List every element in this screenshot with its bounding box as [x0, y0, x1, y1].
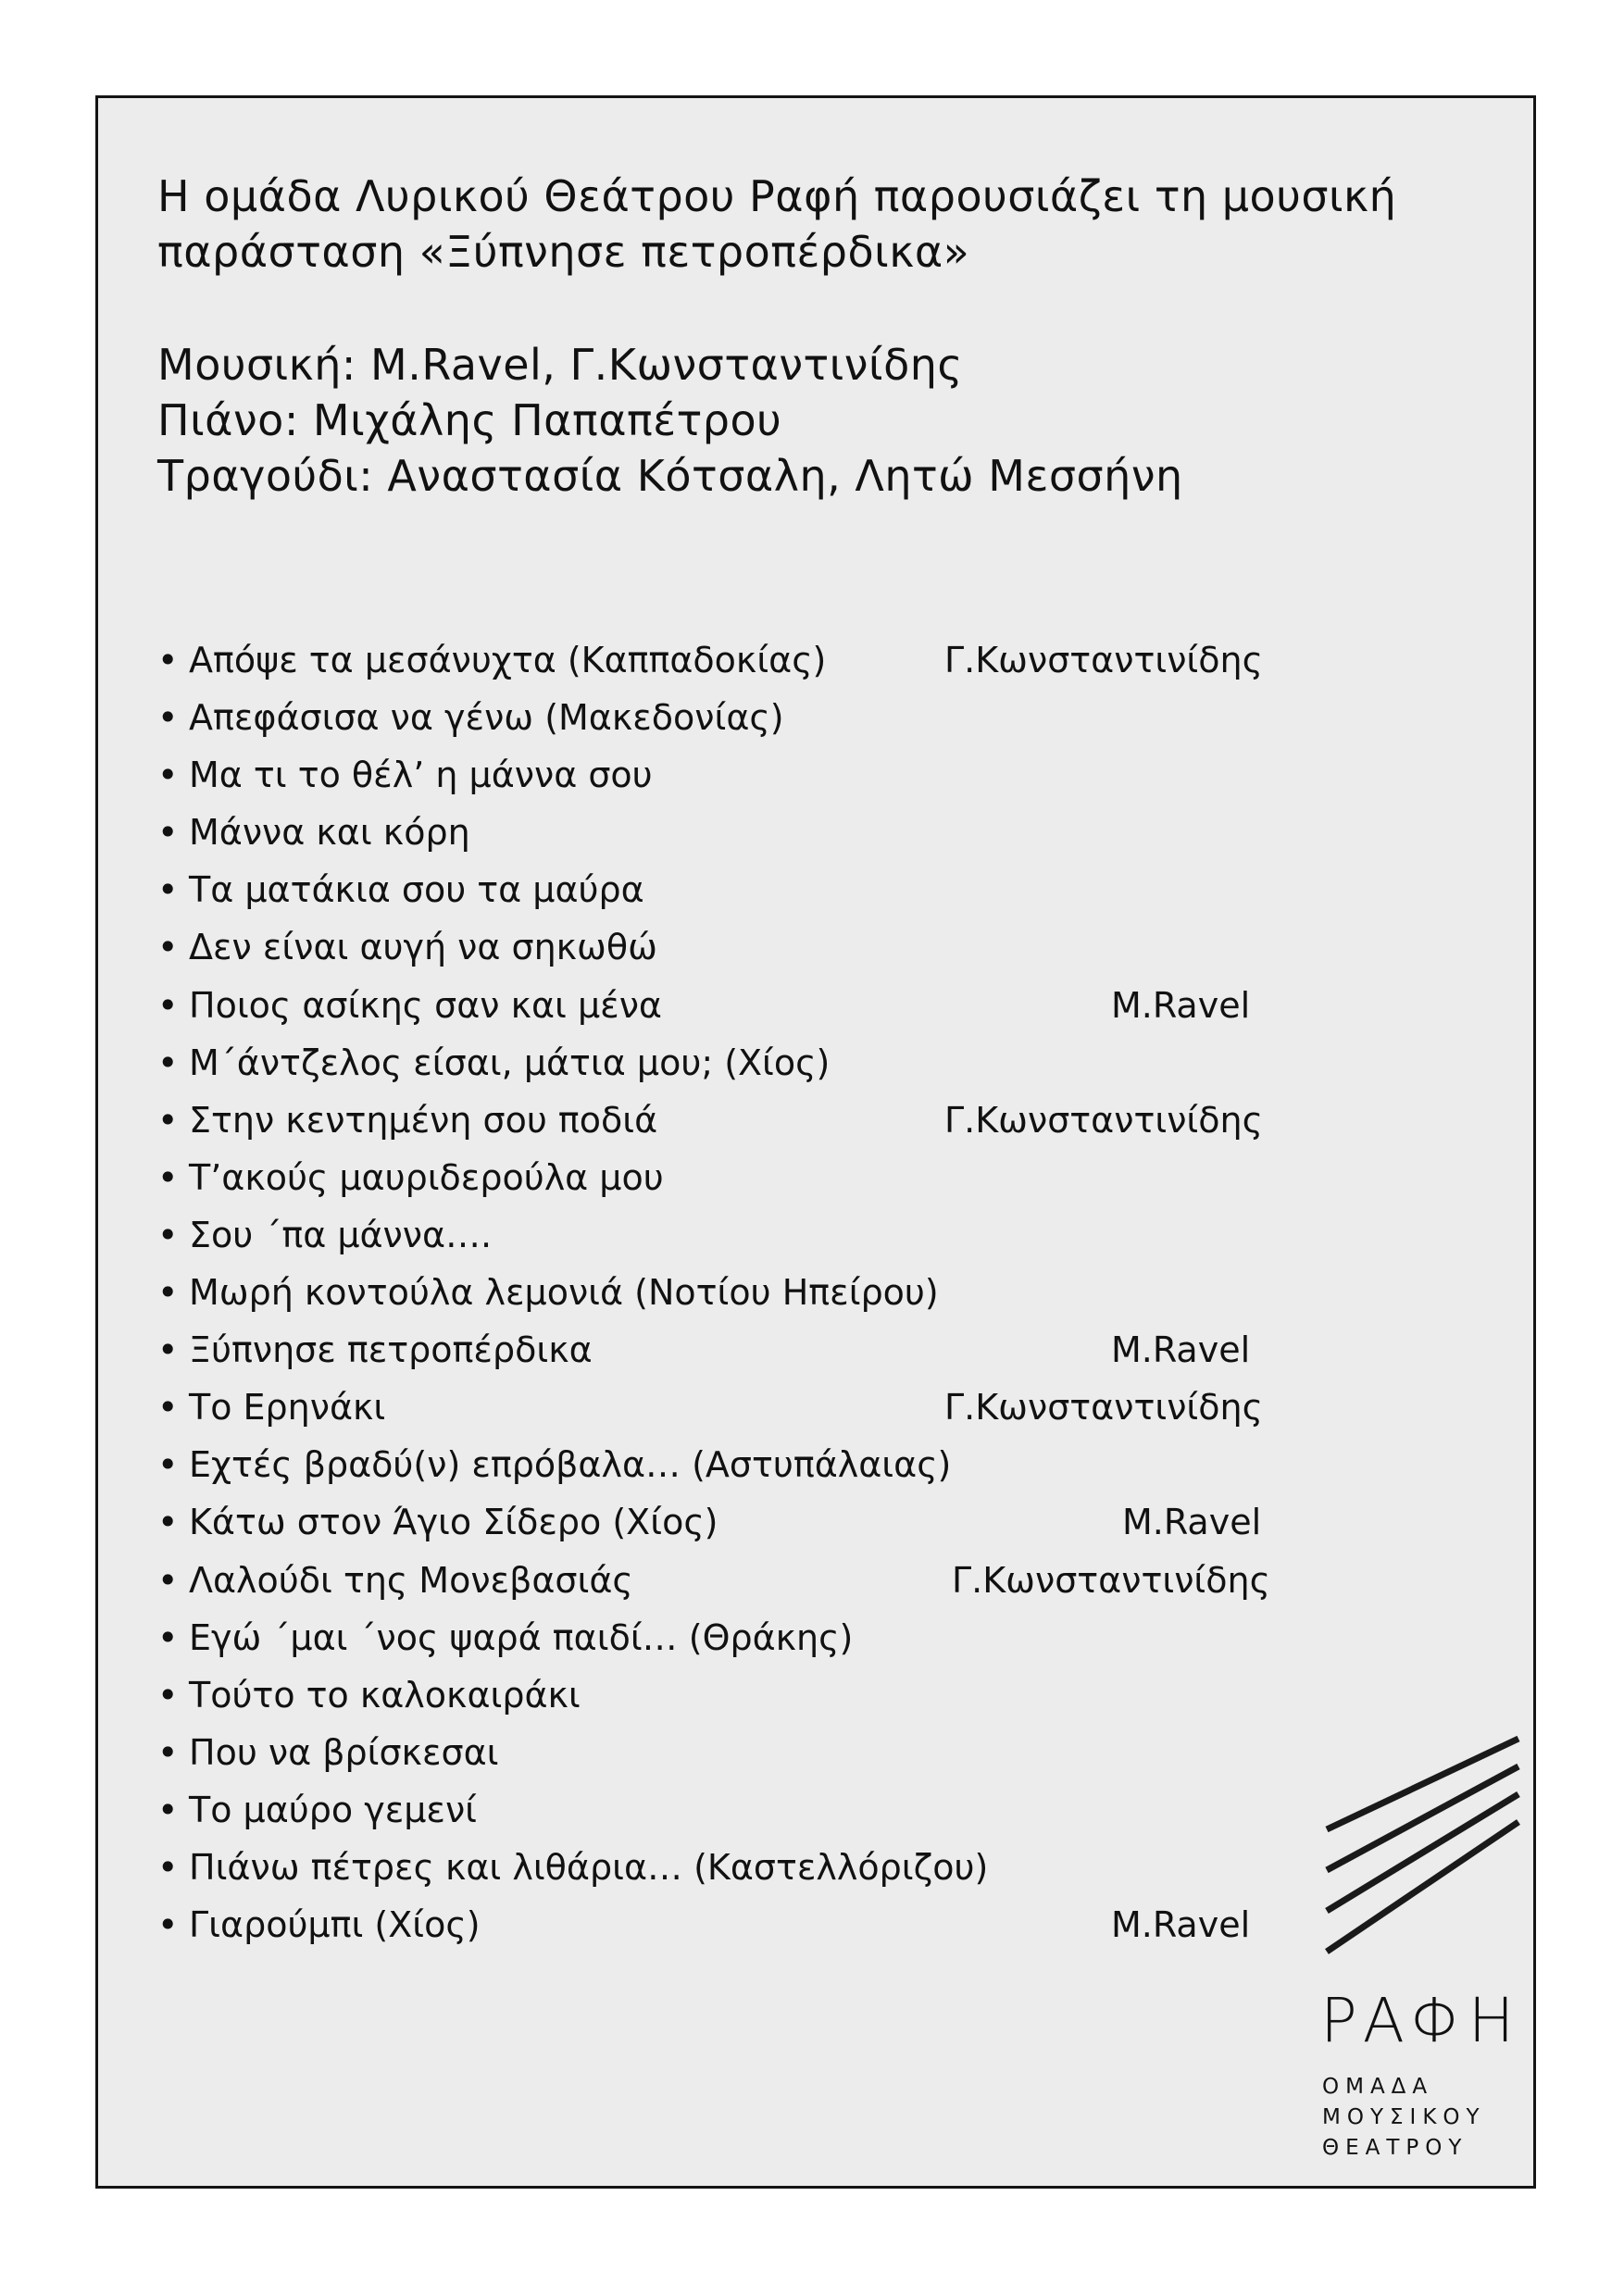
song-title: Που να βρίσκεσαι: [189, 1731, 499, 1773]
song-title: Εχτές βραδύ(ν) επρόβαλα… (Αστυπάλαιας): [189, 1444, 952, 1486]
bullet: •: [157, 927, 179, 968]
song-title: Μωρή κοντούλα λεμονιά (Νοτίου Ηπείρου): [189, 1272, 939, 1314]
program-item: [157, 1436, 1407, 1493]
program-item: [157, 1666, 1407, 1724]
song-title: Ποιος ασίκης σαν και μένα: [189, 984, 662, 1026]
program-list: [157, 631, 1407, 1953]
program-item: [157, 689, 1407, 746]
bullet: •: [157, 1502, 179, 1543]
bullet: •: [157, 1731, 179, 1773]
song-title: Απόψε τα μεσάνυχτα (Καππαδοκίας): [189, 640, 827, 680]
program-item: [157, 1552, 1407, 1609]
bullet: •: [157, 640, 179, 680]
bullet: •: [157, 697, 179, 739]
program-item: [157, 1379, 1407, 1436]
song-title: Μάννα και κόρη: [189, 812, 470, 854]
intro-text: Η ομάδα Λυρικού Θεάτρου Ραφή παρουσιάζει τη μουσική παράσταση «Ξύπνησε πετροπέρδικα»: [157, 171, 1397, 277]
program-item: [157, 1839, 1407, 1896]
song-composer: M.Ravel: [1111, 1904, 1251, 1946]
song-composer: Γ.Κωνσταντινίδης: [944, 1387, 1263, 1429]
song-title: Δεν είναι αυγή να σηκωθώ: [189, 927, 657, 968]
song-title: Σου ΄πα μάννα….: [189, 1214, 493, 1255]
song-title: Μα τι το θέλ’ η μάννα σου: [189, 755, 653, 796]
song-composer: M.Ravel: [1122, 1502, 1262, 1543]
credit-music: Μουσική: M.Ravel, Γ.Κωνσταντινίδης: [157, 340, 963, 390]
bullet: •: [157, 1904, 179, 1946]
bullet: •: [157, 984, 179, 1026]
program-item: [157, 1896, 1407, 1953]
bullet: •: [157, 1674, 179, 1716]
song-title: Τούτο το καλοκαιράκι: [189, 1674, 581, 1716]
diagonal-stripes-icon: [1320, 1728, 1524, 1978]
credits-block: [157, 337, 1183, 504]
bullet: •: [157, 755, 179, 796]
program-item: [157, 746, 1407, 804]
rafi-logo: [1320, 1728, 1524, 2160]
bullet: •: [157, 812, 179, 854]
song-title: Πιάνω πέτρες και λιθάρια… (Καστελλόριζου): [189, 1846, 989, 1888]
song-composer: Γ.Κωνσταντινίδης: [944, 640, 1263, 680]
song-title: Απεφάσισα να γένω (Μακεδονίας): [189, 697, 784, 739]
program-item: [157, 1034, 1407, 1092]
bullet: •: [157, 1272, 179, 1314]
program-item: [157, 1264, 1407, 1321]
song-title: Τ’ακούς μαυριδερούλα μου: [189, 1156, 664, 1198]
bullet: •: [157, 1789, 179, 1830]
bullet: •: [157, 1099, 179, 1141]
program-item: [157, 1092, 1407, 1149]
bullet: •: [157, 1846, 179, 1888]
flyer-panel: [95, 95, 1536, 2189]
bullet: •: [157, 1042, 179, 1083]
song-title: Γιαρούμπι (Χίος): [189, 1904, 481, 1946]
bullet: •: [157, 1444, 179, 1486]
program-item: [157, 631, 1407, 689]
logo-wordmark: ΡΑΦΗ: [1320, 1985, 1520, 2056]
song-title: Τα ματάκια σου τα μαύρα: [189, 869, 644, 911]
bullet: •: [157, 1329, 179, 1371]
bullet: •: [157, 869, 179, 911]
bullet: •: [157, 1156, 179, 1198]
program-item: [157, 1781, 1407, 1839]
song-composer: M.Ravel: [1111, 1329, 1251, 1371]
song-title: Το μαύρο γεμενί: [189, 1789, 478, 1830]
song-composer: Γ.Κωνσταντινίδης: [944, 1099, 1263, 1141]
song-composer: M.Ravel: [1111, 984, 1251, 1026]
song-title: Το Ερηνάκι: [189, 1387, 386, 1429]
program-item: [157, 1321, 1407, 1379]
program-item: [157, 1206, 1407, 1264]
logo-subtitle: [1322, 2072, 1486, 2164]
song-title: Κάτω στον Άγιο Σίδερο (Χίος): [189, 1502, 718, 1543]
program-item: [157, 1609, 1407, 1666]
bullet: •: [157, 1559, 179, 1601]
program-item: [157, 1493, 1407, 1551]
program-item: [157, 1724, 1407, 1781]
song-composer: Γ.Κωνσταντινίδης: [952, 1559, 1270, 1601]
song-title: Εγώ ΄μαι ΄νος ψαρά παιδί… (Θράκης): [189, 1616, 854, 1658]
logo-subtitle-line: ΘΕΑΤΡΟΥ: [1322, 2136, 1468, 2160]
logo-subtitle-line: ΜΟΥΣΙΚΟΥ: [1322, 2105, 1486, 2129]
program-item: [157, 918, 1407, 976]
song-title: Στην κεντημένη σου ποδιά: [189, 1099, 658, 1141]
program-item: [157, 1149, 1407, 1206]
program-item: [157, 861, 1407, 918]
bullet: •: [157, 1616, 179, 1658]
credit-singing: Τραγούδι: Αναστασία Κότσαλη, Λητώ Μεσσήνη: [157, 451, 1183, 501]
bullet: •: [157, 1387, 179, 1429]
song-title: Μ΄άντζελος είσαι, μάτια μου; (Χίος): [189, 1042, 831, 1083]
song-title: Ξύπνησε πετροπέρδικα: [189, 1329, 593, 1371]
program-item: [157, 804, 1407, 861]
logo-subtitle-line: ΟΜΑΔΑ: [1322, 2075, 1434, 2099]
bullet: •: [157, 1214, 179, 1255]
program-item: [157, 977, 1407, 1034]
song-title: Λαλούδι της Μονεβασιάς: [189, 1559, 633, 1601]
credit-piano: Πιάνο: Μιχάλης Παπαπέτρου: [157, 395, 782, 445]
